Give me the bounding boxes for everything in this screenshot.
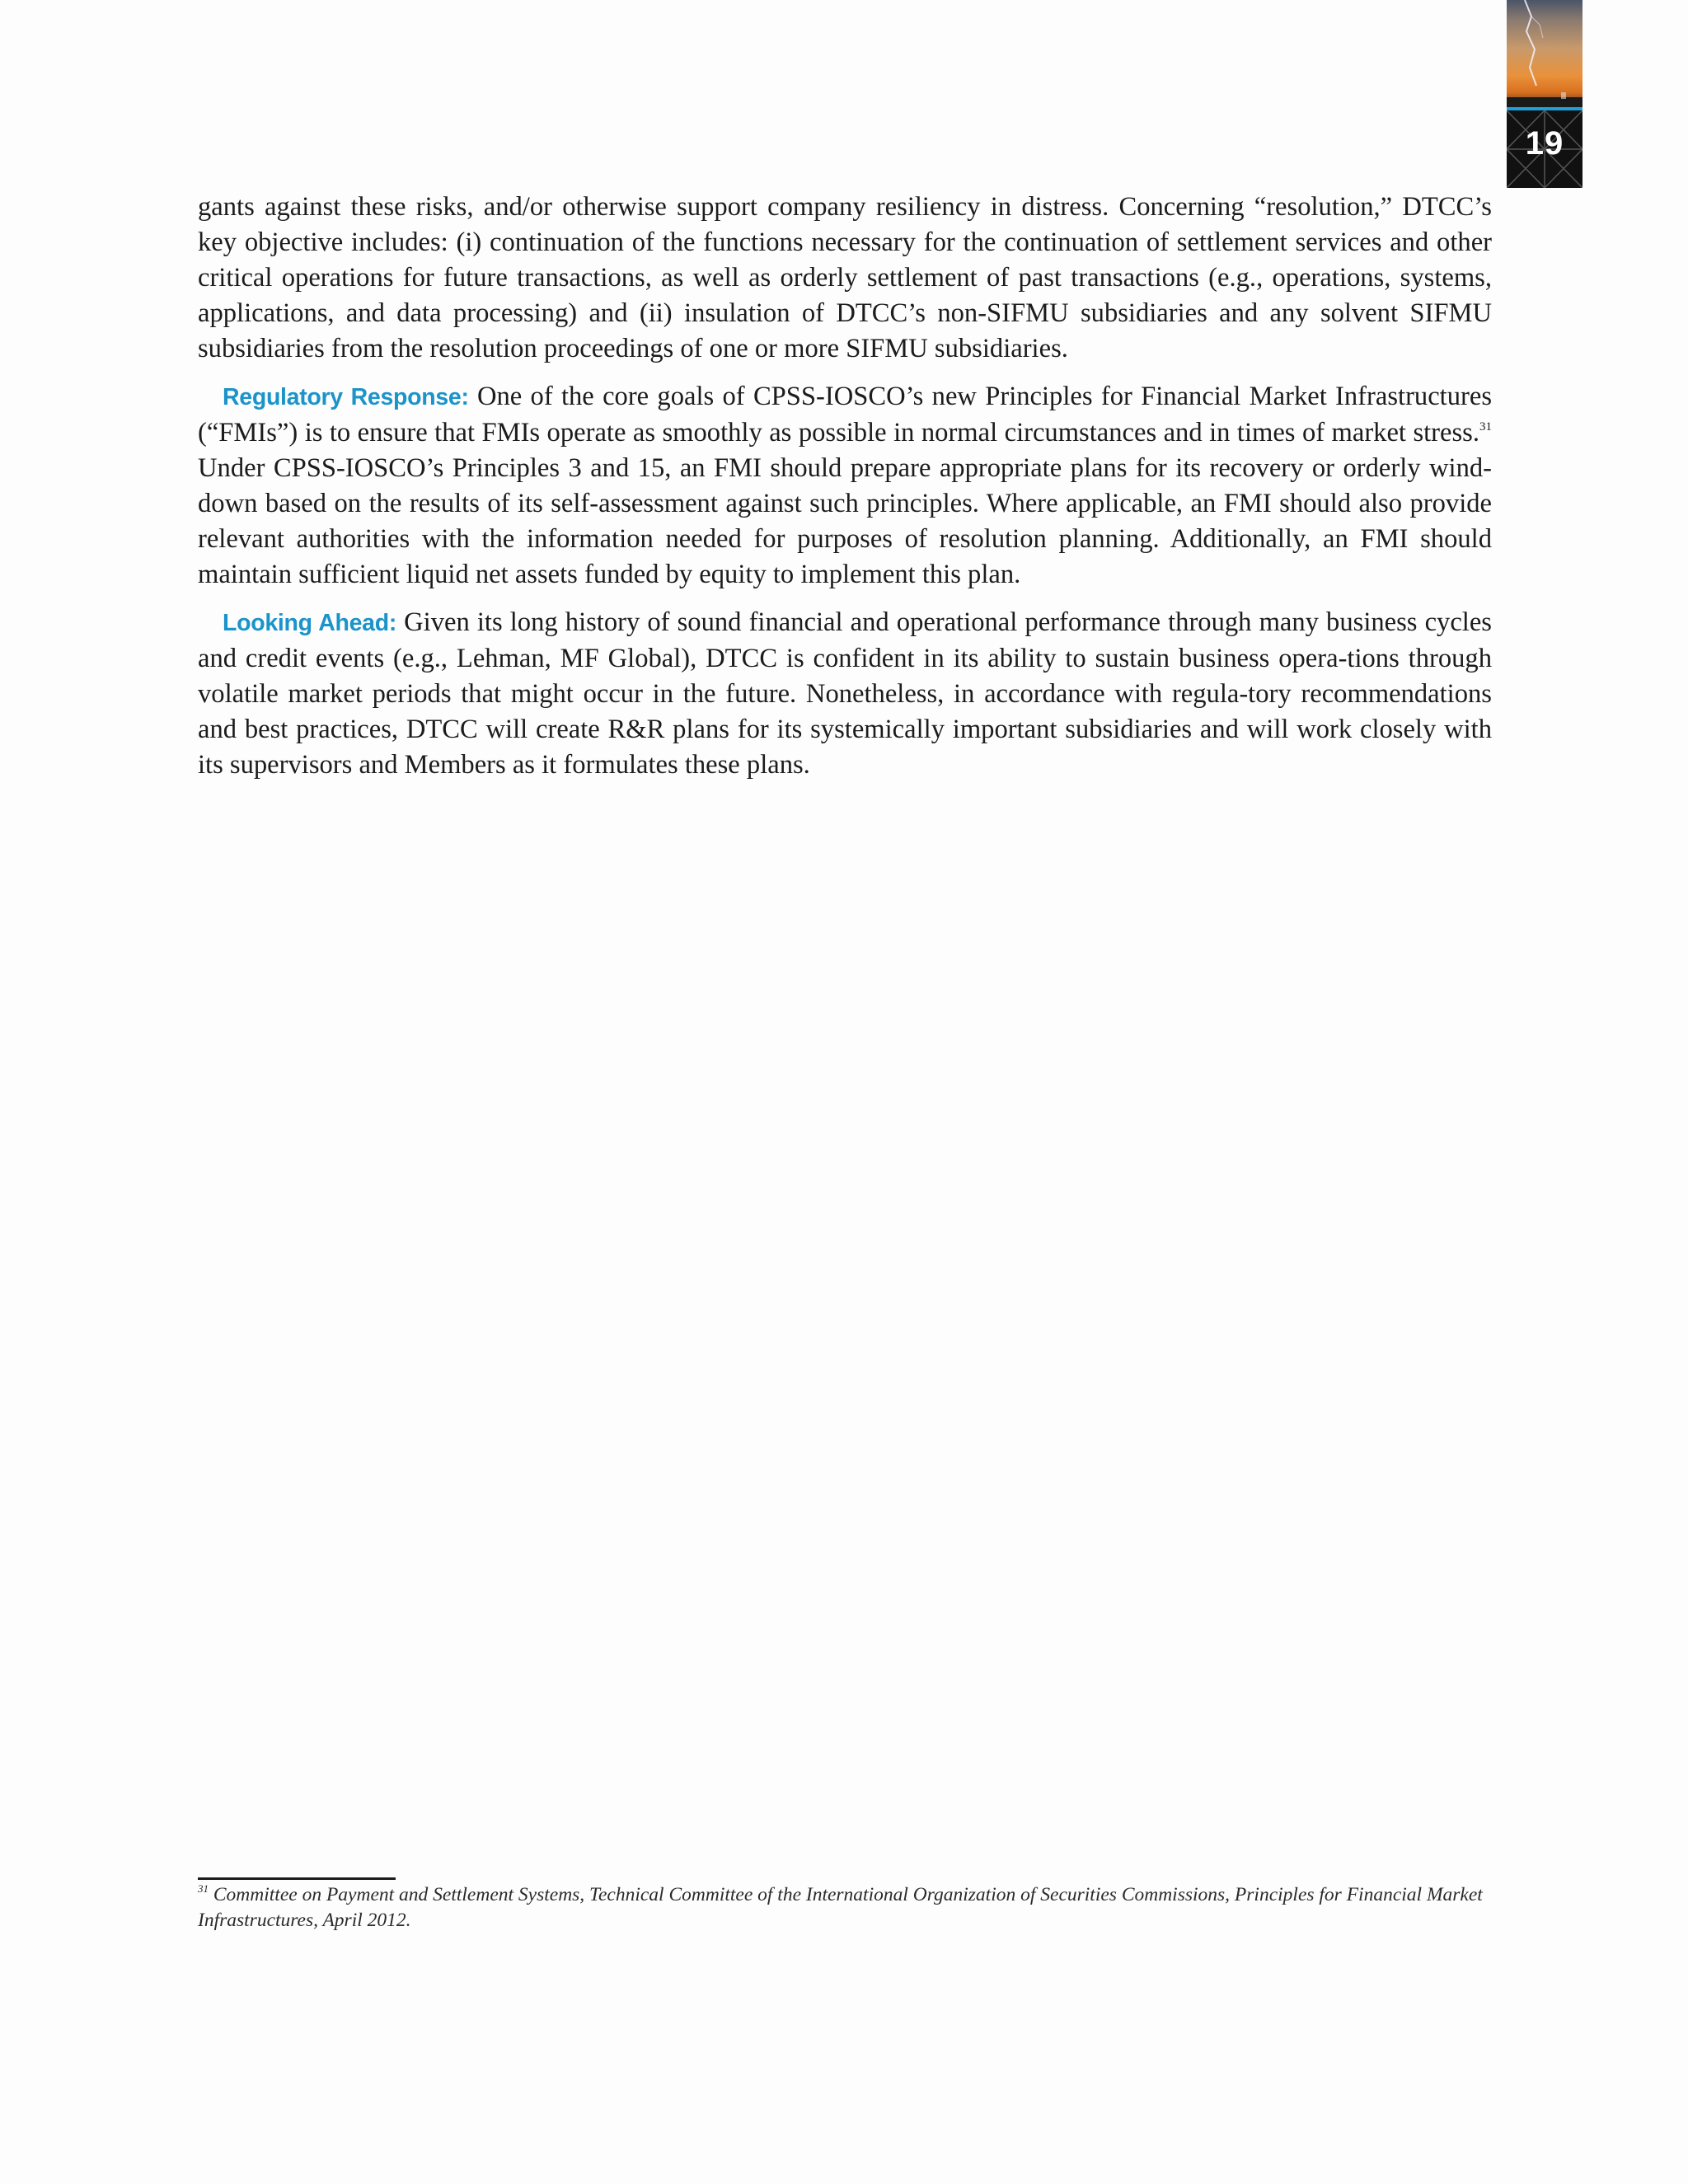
paragraph-text: Under CPSS-IOSCO’s Principles 3 and 15, an FMI should prepare appropriate plans for its recovery or orderly wind-down based on the results of its self-assessment against such principles. Where applicable, an FMI should also provide relevant authorities with the information needed for purposes of resolution planning. Additionally, an FMI should maintain sufficient liquid net assets funded by equity to implement this plan.	[198, 453, 1492, 589]
run-in-heading-regulatory-response: Regulatory Response:	[223, 384, 469, 410]
paragraph-text: Given its long history of sound financial and operational performance through many business cycles and credit events (e.g., Lehman, MF Global), DTCC is confident in its ability to sustain business opera-tions through volatile market periods that might occur in the future. Nonetheless, in accordance with regula-tory recommendations and best practices, DTCC will create R&R plans for its systemically important subsidiaries and will work closely with its supervisors and Members as it formulates these plans.	[198, 607, 1492, 780]
lightning-photo-thumbnail	[1507, 0, 1582, 109]
footnote-rule	[198, 1877, 396, 1880]
paragraph-text: One of the core goals of CPSS-IOSCO’s new Principles for Financial Market Infrastructures (“FMIs”) is to ensure that FMIs operate as smoothly as possible in normal circumstances and in times of market stress.	[198, 382, 1492, 448]
page-number: 19	[1525, 125, 1564, 162]
paragraph-resolution-objectives: gants against these risks, and/or otherwise support company resiliency in distress. Concerning “resolution,” DTCC’s key objective includes: (i) continuation of the functions necessary for the continuation of settlement services and other critical operations for future transactions, as well as orderly settlement of past transactions (e.g., operations, systems, applications, and data processing) and (ii) insulation of DTCC’s non-SIFMU subsidiaries and any solvent SIFMU subsidiaries from the resolution proceedings of one or more SIFMU subsidiaries.	[198, 192, 1492, 363]
body-text	[198, 190, 1492, 795]
page-tab	[1507, 0, 1582, 188]
paragraph-regulatory-response	[198, 379, 1492, 593]
paragraph-looking-ahead	[198, 605, 1492, 783]
run-in-heading-looking-ahead: Looking Ahead:	[223, 610, 397, 636]
footnote-text: Committee on Payment and Settlement Systems, Technical Committee of the International Organization of Securities Commissions, Principles for Financial Market Infrastructures, April 2012.	[198, 1884, 1483, 1931]
page-number-box	[1507, 110, 1582, 188]
footnote	[198, 1882, 1492, 1933]
footnote-reference[interactable]: 31	[1479, 420, 1492, 434]
footnote-marker: 31	[198, 1882, 209, 1895]
